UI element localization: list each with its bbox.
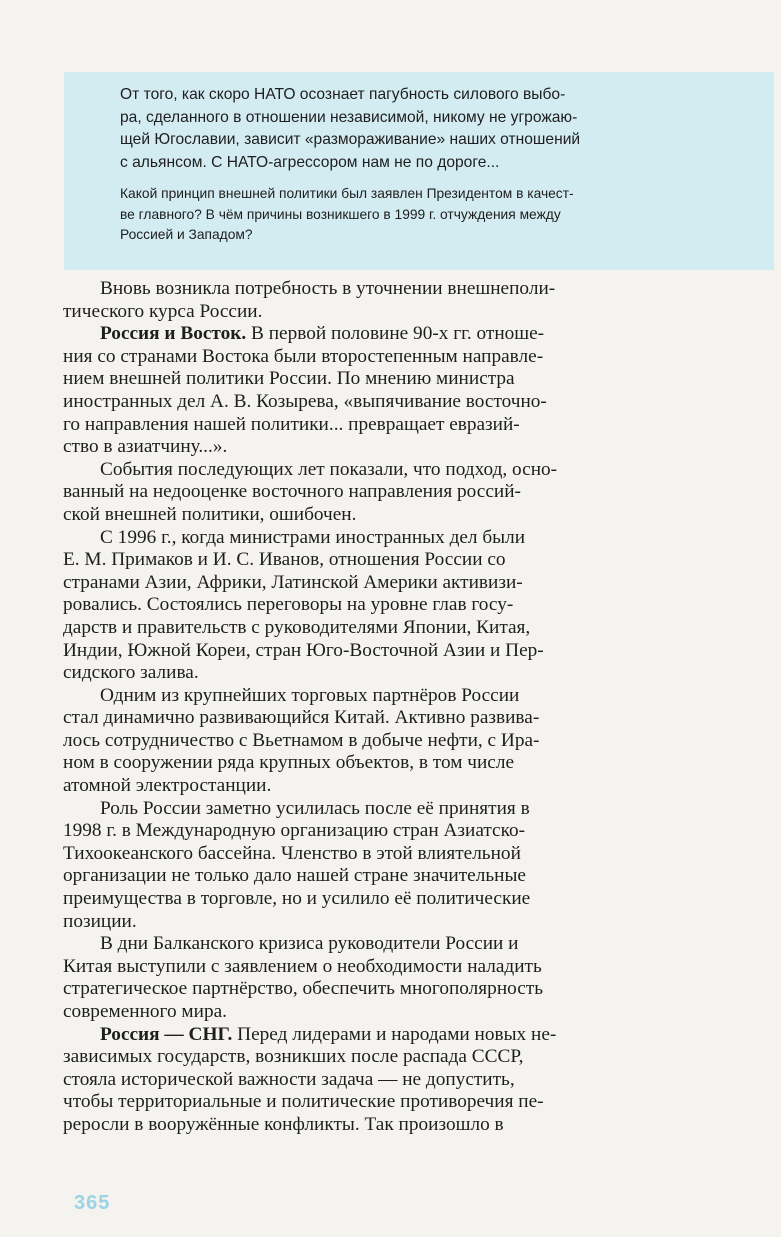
paragraph-russia-east: Россия и Восток. В первой половине 90-х гг. отноше- ния со странами Востока были второстепенным направле- нием внешней политики России. По мнению министра иностранных дел А. В. Козырева, «выпячивание восточно- го направления нашей политики... превращает евразий- ство в азиатчину...».: [63, 323, 547, 458]
paragraph: С 1996 г., когда министрами иностранных дел были Е. М. Примаков и И. С. Иванов, отношения России со странами Азии, Африки, Латинской Америки активизи- ровались. Состоялись переговоры на уровне глав госу- дарств и правительств с руководителями Японии, Китая, Индии, Южной Кореи, стран Юго-Восточной Азии и Пер- сидского залива.: [63, 526, 544, 684]
paragraph: События последующих лет показали, что подход, осно- ванный на недооценке восточного направления россий- ской внешней политики, ошибочен.: [63, 458, 558, 525]
paragraph: В дни Балканского кризиса руководители России и Китая выступили с заявлением о необходимости наладить стратегическое партнёрство, обеспечить многополярность современного мира.: [63, 933, 544, 1022]
quote-text: От того, как скоро НАТО осознает пагубность силового выбо- ра, сделанного в отношении независимой, никому не угрожаю- щей Югославии, зависит «размораживание» наших отношений с альянсом. С НАТО-агрессором нам не по дороге...: [120, 86, 581, 171]
question-text: Какой принцип внешней политики был заявлен Президентом в качест- ве главного? В чём причины возникшего в 1999 г. отчуждения между Россией и Западом?: [120, 186, 574, 243]
paragraph: Одним из крупнейших торговых партнёров России стал динамично развивающийся Китай. Активно развива- лось сотрудничество с Вьетнамом в добыче нефти, с Ира- ном в сооружении ряда крупных объектов, в том числе атомной электростанции.: [63, 684, 540, 797]
section-heading: Россия и Восток.: [100, 323, 247, 345]
quote-box: [64, 72, 774, 270]
main-text: [63, 278, 740, 1137]
paragraph-russia-cis: Россия — СНГ. Перед лидерами и народами новых не- зависимых государств, возникших после распада СССР, стояла исторической важности задача — не допустить, чтобы территориальные и политические противоречия пе- реросли в вооружённые конфликты. Так произошло в: [63, 1023, 557, 1135]
paragraph: Вновь возникла потребность в уточнении внешнеполи- тического курса России.: [63, 278, 556, 322]
page-number: 365: [74, 1192, 111, 1214]
section-heading: Россия — СНГ.: [100, 1023, 233, 1045]
paragraph: Роль России заметно усилилась после её принятия в 1998 г. в Международную организацию стран Азиатско- Тихоокеанского бассейна. Членство в этой влиятельной организации не только дало нашей стране значительные преимущества в торговле, но и усилило её политические позиции.: [63, 797, 531, 932]
